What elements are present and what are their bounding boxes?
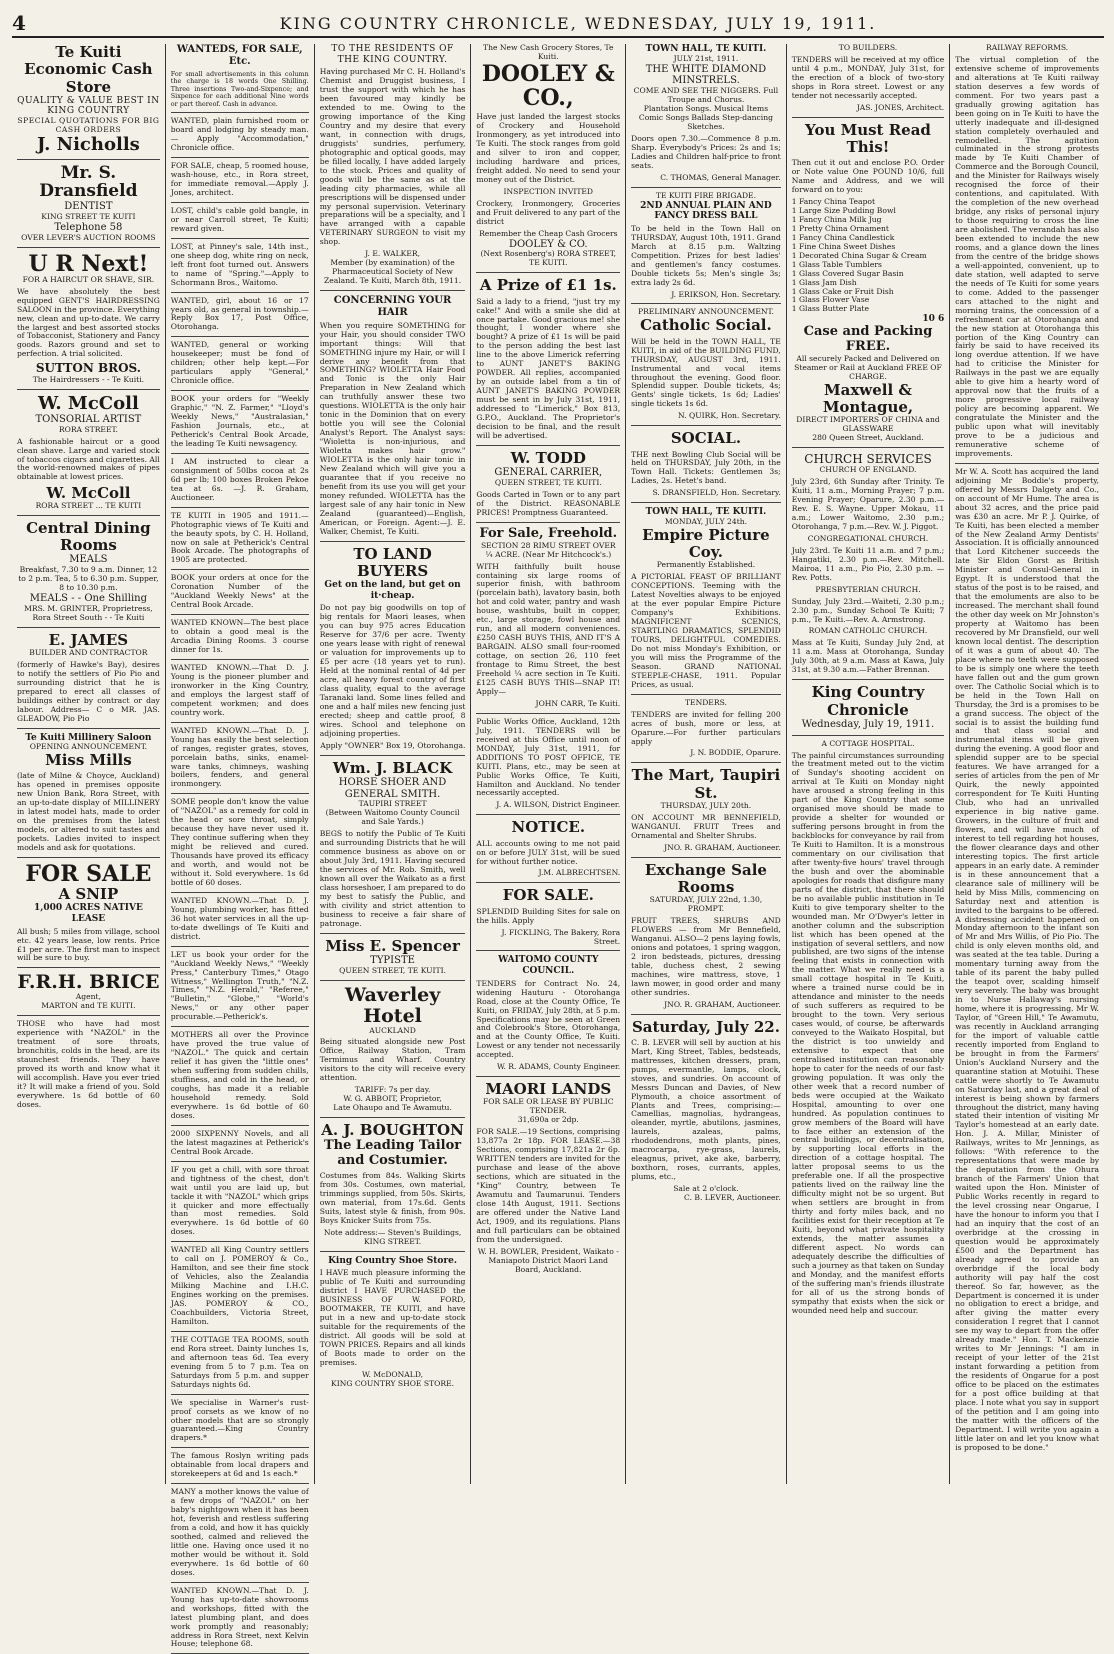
shoe-body: I HAVE much pleasure informing the public of Te Kuiti and surrounding district I HAVE PURCHASED the BUSINESS OF W. FORD, BOOTMAKER, TE KUITI, and have put in a new and up-to-date stock suitable for the requirements of the district. All goods will be sold at TOWN PRICES. Repairs and all kinds of Boots made to order on the premises. bbox=[319, 1268, 466, 1367]
freehold-body: WITH faithfully built house containing six large rooms of superior finish, with bathroom (porcelain bath), lavatory basin, both hot and cold water, pantry and wash house, washtubs, built in copper, etc., large storage, fowl house and run, and all modern conveniences. £250 CASH BUYS THIS, AND IT'S A BARGAIN. ALSO small four-roomed cottage, on section 26, 110 feet frontage to Rimu Street, the best Freehold ¼ acre section in Te Kuiti. £125 CASH BUYS THIS—SNAP IT! Apply— bbox=[476, 561, 621, 696]
classified-ad: I AM instructed to clear a consignment of 50lbs cocoa at 2s 6d per lb; 100 boxes Broken Pekoe tea at 6s. —J. R. Graham, Auctioneer. bbox=[170, 456, 309, 502]
black-address-note: (Between Waitomo County Council and Sale Yards.) bbox=[325, 808, 460, 827]
dentist-name: Mr. S. Dransfield bbox=[39, 162, 138, 202]
land-head: TO LAND BUYERS bbox=[353, 544, 432, 580]
brice-role: Agent, bbox=[75, 992, 101, 1002]
church-head: CHURCH SERVICES bbox=[804, 452, 932, 467]
barber-headline: U R Next! bbox=[28, 250, 149, 277]
social-sign: S. DRANSFIELD, Hon. Secretary. bbox=[652, 488, 781, 498]
classified-ad: We specialise in Warner's rust-proof corsets as we know of no other models that are so strongly guaranteed.—King Country drapers.* bbox=[170, 1397, 309, 1443]
maxwell-address: 280 Queen Street, Auckland. bbox=[812, 433, 924, 443]
hair-body: When you require SOMETHING for your Hair, you should consider TWO important things: Will that SOMETHING injure my Hair, or will I derive any benefit from that SOMETHING? WIOLETTA Hair Food and Tonic is the only Hair Preparation in New Zealand which can truthfully answer these two questions. WIOLETTA is the only hair tonic in the Dominion that on every bottle you will see the Colonial Analyst's Report. The Analyst says: "Wioletta is non-injurious, and Wioletta makes hair grow." WIOLETTA is the only hair tonic in New Zealand which will give you a guarantee that if you receive no benefit from its use you will get your money refunded. WIOLETTA has the largest sale of any hair tonic in New Zealand (guaranteed)—English, American, or Foreign. Agent:—J. E. Walker, Chemist, Te Kuiti. bbox=[319, 320, 466, 536]
classified-ad: IF you get a chill, with sore throat and tightness of the chest, don't wait until you are laid up, but tackle it with "NAZOL" which grips it quicker and more effectually than most remedies. Sold everywhere. 1s 6d bottle of 60 doses. bbox=[170, 1164, 309, 1237]
boughton-body: Costumes from 84s. Walking Skirts from 30s. Costumes, own material, trimmings supplied, from 50s. Skirts, own material, from 17s.6d. Gents Suits, latest style & finish, from 90s. Boys Knicker Suits from 75s. bbox=[319, 1171, 466, 1225]
catholic-body: Will be held in the TOWN HALL, TE KUITI, in aid of the BUILDING FUND, THURSDAY, AUGUST 3rd, 1911. Instrumental and vocal items throughout the evening. Good floor. Splendid supper. Double tickets, 4s; Gents' single tickets, 1s 6d; Ladies' single tickets 1s 6d. bbox=[631, 336, 781, 409]
dentist-note: OVER LEVER'S AUCTION ROOMS bbox=[21, 232, 156, 242]
dining-times: Breakfast, 7.30 to 9 a.m. Dinner, 12 to 2 p.m. Tea, 5 to 6.30 p.m. Supper, 8 to 10.30 p.m. bbox=[18, 565, 159, 593]
saturday-head: Saturday, July 22. bbox=[631, 1017, 780, 1036]
dooley-name: DOOLEY & CO., bbox=[481, 60, 615, 112]
picture-venue: TOWN HALL, TE KUITI. bbox=[645, 507, 767, 518]
ball-sign: J. ERIKSON, Hon. Secretary. bbox=[671, 289, 781, 299]
column-1 bbox=[12, 44, 166, 1484]
column-4 bbox=[471, 44, 626, 1484]
county-body: TENDERS for Contract No. 24, widening Hauturu - Otorohanga Road, close at the County Office, Te Kuiti, on FRIDAY, July 28th, at 5 p.m. Specifications may be seen at Green and Colebrook's Store, Otorohanga, and at the County Office, Te Kuiti. Lowest or any tender not necessarily accepted. bbox=[476, 978, 621, 1060]
mart-body: ON ACCOUNT MR BENNEFIELD, WANGANUI. FRUIT Trees and Ornamental and Shelter Shrubs. bbox=[631, 812, 781, 840]
mccoll-name: W. McColl bbox=[37, 393, 139, 415]
church-pres: PRESBYTERIAN CHURCH. bbox=[815, 584, 921, 594]
exchange-sign: JNO. R. GRAHAM, Auctioneer. bbox=[664, 999, 781, 1009]
brice-address: MARTON and TE KUITI. bbox=[41, 1001, 136, 1011]
paper-date: Wednesday, July 19, 1911. bbox=[801, 718, 935, 730]
hospital-body: The painful circumstances surrounding the treatment meted out to the victim of Sunday's shooting accident on arrival at Te Kuiti on Monday night have aroused a strong feeling in this part of the King Country that some organised move should be made to provide a shelter for wounded or suffering persons brought in from the backblocks for conveyance by rail from Te Kuiti to Hamilton. It is a monstrous commentary on our civilisation that after twenty-five hours' travel through the bush and over the abominable apologies for roads that disfigure many parts of the district, that there should be no available public institution in Te Kuiti to give temporary shelter to the wounded man. Mr O'Dwyer's letter in another column and the subscription list which has been opened at the instigation of several settlers, and now published, are two signs of the intense feeling that exists in connection with the matter. What we really need is a small cottage hospital in Te Kuiti, where a trained nurse could be in attendance and minister to the needs of such sufferers as required to be brought to the town. Very serious cases would, of course, be afterwards conveyed to the Waikato Hospital, but the district is too unwieldy and extensive to expect that one centralised institution can reasonably hope to cater for the needs of our fast-growing population. It was only the other week that a record number of beds were occupied at the Waikato Hospital, amounting to over one hundred. As population continues to grow members of the Board will have to face either an extension of the central buildings, or decentralisation, by supporting local efforts in the direction of a cottage hospital. The latter proposal seems to us the preferable one. If all the prospective patients lived on the railway line the difficulty might not be so urgent. But when settlers are brought in from thirty and forty miles back, and no facilities exist for their reception at Te Kuiti, beyond what private hospitality extends, the matter assumes a different aspect. No words can adequately describe the difficulties of such a journey as that taken on Sunday and Monday, and the manifest efforts of the suffering man's friends illustrate for all of us the strong bonds of sympathy that exists when the sick or wounded need help and succour. bbox=[791, 750, 945, 1315]
read-free: Case and Packing FREE. bbox=[803, 323, 933, 354]
barber-subhead: FOR A HAIRCUT OR SHAVE, SIR. bbox=[22, 274, 155, 284]
walker-sign: J. E. WALKER, bbox=[365, 249, 421, 259]
church-rc: ROMAN CATHOLIC CHURCH. bbox=[808, 626, 928, 636]
wanteds-list bbox=[171, 117, 309, 1654]
spencer-address: QUEEN STREET, TE KUITI. bbox=[339, 965, 447, 975]
store-tagline: QUALITY & VALUE BEST IN KING COUNTRY bbox=[17, 95, 160, 117]
barber-body: We have absolutely the best equipped GENT'S HAIRDRESSING SALOON in the province. Everything new, clean and up-to-date. We carry the largest and best assorted stocks of Tobacconist, Stationery and Fancy goods. Razors ground and set to perfection. A trial solicited. bbox=[17, 286, 160, 359]
todd-role: GENERAL CARRIER, bbox=[494, 467, 603, 479]
millinery-name: Miss Mills bbox=[45, 751, 132, 770]
builders-sign: JAS. JONES, Architect. bbox=[856, 102, 945, 112]
forsale-head: FOR SALE. bbox=[502, 886, 594, 905]
sale-lease: 1,000 ACRES NATIVE LEASE bbox=[33, 903, 143, 924]
maori-body: FOR SALE.—19 Sections, comprising 13,877a 2r 18p. FOR LEASE.—38 Sections, comprising 17,821a 2r 6p. WRITTEN tenders are invited for the purchase and lease of the above sections, which are situated in the "King" Country, between Te Awamutu and Taumarunui. Tenders close 14th August, 1911. Sections are offered under the Native Land Act, 1909, and its regulations. Plans and full particulars can be obtained from the undersigned. bbox=[476, 1127, 621, 1244]
store-name: Te Kuiti Economic Cash Store bbox=[24, 43, 153, 96]
land-apply: Apply "OWNER" Box 19, Otorohanga. bbox=[320, 740, 466, 750]
maxwell-role: DIRECT IMPORTERS OF CHINA and GLASSWARE bbox=[796, 415, 940, 434]
shoe-sign: W. McDONALD, bbox=[362, 1369, 424, 1379]
prize-body: Said a lady to a friend, "just try my cake!" And with a smile she did at once partake. Good gracious me! she thought, I wonder where she bought? A prize of £1 1s will be paid to the person adding the best last line to the above Limerick referring to AUNT JANET'S BAKING POWDER. All replies, accompanied by an outside label from a tin of AUNT JANET'S BAKING POWDER must be sent in by July 31st, 1911, addressed to "Limerick," Box 813, G.P.O., Auckland. The Proprietor's decision to be final, and the result will be advertised. bbox=[476, 296, 621, 440]
catholic-pre: PRELIMINARY ANNOUNCEMENT. bbox=[637, 307, 774, 317]
maori-acres: 31,690a or 2dp. bbox=[517, 1115, 579, 1125]
newspaper-title: KING COUNTRY CHRONICLE, WEDNESDAY, JULY 19, 1911. bbox=[279, 13, 877, 33]
list-item: 1 Glass Covered Sugar Basin bbox=[791, 268, 904, 278]
millinery-sub: OPENING ANNOUNCEMENT. bbox=[29, 742, 148, 752]
maori-sign: W. H. BOWLER, President, Waikato - Maniapoto District Maori Land Board, Auckland. bbox=[477, 1246, 619, 1274]
catholic-sign: N. QUIRK, Hon. Secretary. bbox=[678, 411, 781, 421]
builders-body: TENDERS will be received at my office until 4 p.m., MONDAY, July 31st, for the erection of a block of two-story shops in Rora street. Lowest or any tender not necessarily accepted. bbox=[791, 54, 945, 100]
james-body: (formerly of Hawke's Bay), desires to notify the settlers of Pio Pio and surrounding district that he is prepared to erect all classes of buildings either by contract or day labour. Address— C o MR. JAS. GLEADOW, Pio Pio bbox=[17, 659, 160, 723]
picture-body: A PICTORIAL FEAST OF BRILLIANT CONCEPTIONS. Teeming with the Latest Novelties always to be enjoyed at the ever popular Empire Picture Company's Exhibitions. MAGNIFICENT SCENICS, STARTLING DRAMATICS, SPLENDID TOURS, DELIGHTFUL COMEDIES. Do not miss Monday's Exhibition, or you will miss the Programme of the Season. GRAND NATIONAL STEEPLE-CHASE, 1911. Popular Prices, as usual. bbox=[631, 572, 781, 689]
brigade-head: TE KUITI FIRE BRIGADE. bbox=[655, 190, 757, 200]
classified-ad: WANTED KNOWN.—That D. J. Young has up-to-date showrooms and workshops, fitted with the latest plumbing plant, and does work promptly and reasonably; address in Rora Street, next Kelvin House; telephone 68. bbox=[170, 1585, 309, 1649]
notice-body: ALL accounts owing to me not paid on or before JULY 31st, will be sued for without further notice. bbox=[476, 838, 621, 866]
saturday-body: C. B. LEVER will sell by auction at his Mart, King Street, Tables, bedsteads, mattresses, kitchen dressers, pram, pumps, evermantle, lamps, clock, stoves, and sundries. On account of Messrs Duncan and Davies, of New Plymouth, a choice assortment of Plants and Trees, comprising:— Camellias, magnolias, hydrangeas, oleander, myrtle, abutilons, jasmines, laurels, azaleas, palms, rhododendrons, moth plants, pines, macrocarpa, rye-grass, laurels, eleagnus, privet, ake ake, barberry, boxthorn, roses, currants, apples, plums, etc., bbox=[631, 1037, 781, 1182]
classified-ad: The famous Roslyn writing pads obtainable from local drapers and storekeepers at 6d and 1s each.* bbox=[170, 1451, 309, 1479]
james-name: E. JAMES bbox=[48, 630, 129, 649]
classified-ad: LOST, at Pinney's sale, 14th inst., one sheep dog, white ring on neck, left front foot turned out. Answers to name of "Spring."—Apply to Schormann Bros., Waitomo. bbox=[170, 241, 309, 287]
black-name: Wm. J. BLACK bbox=[332, 758, 453, 777]
land-body: Do not pay big goodwills on top of big rentals for Maori leases, when you can buy 975 acres Education Reserve for 37/6 per acre. Twenty one years lease with right of renewal or valuation for improvements up to £5 per acre (18 years yet to run). Held at the nominal rental of 4d per acre, all heavy forest country of first class quality, equal to the average Taranaki land. Some lines felled and one and a half miles new fencing just erected; sheep and cattle proof, 8 wires. School and telephone on adjoining properties. bbox=[319, 603, 466, 738]
barber-firm-sub: The Hairdressers - - Te Kuiti. bbox=[32, 375, 145, 385]
classified-ad: MANY a mother knows the value of a few drops of "NAZOL" on her baby's nightgown when it has been hot, feverish and restless suffering from a cold, and how it has quickly soothed, calmed and relieved the little one. Having once used it no mother would be without it. Sold everywhere. 1s 6d bottle of 60 doses. bbox=[170, 1487, 309, 1577]
millinery-body: (late of Milne & Choyce, Auckland) has opened in premises opposite new Union Bank, Rora Street, with an up-to-date display of MILLINERY in latest model hats, made to order on the premises from the latest models, or altered to suit tastes and pockets. Ladies invited to inspect models and ask for quotations. bbox=[17, 771, 160, 852]
maori-sub: FOR SALE OR LEASE BY PUBLIC TENDER. bbox=[482, 1097, 614, 1116]
mccoll-body: A fashionable haircut or a good clean shave. Large and varied stock of tobaccos cigars and cigarettes. All the world-renowned makes of pipes obtainable at lowest prices. bbox=[17, 436, 160, 482]
read-body2: All securely Packed and Delivered on Steamer or Rail at Auckland FREE OF CHARGE. bbox=[794, 353, 942, 381]
classified-ad: 2000 SIXPENNY Novels, and all the latest magazines at Petherick's Central Book Arcade. bbox=[170, 1128, 309, 1156]
hotel-proprietor: W. G. ABBOIT, Proprietor, bbox=[343, 1094, 442, 1104]
dentist-phone: Telephone 58 bbox=[54, 221, 123, 233]
read-head: You Must Read This! bbox=[805, 120, 931, 156]
social-head: SOCIAL. bbox=[670, 429, 742, 448]
black-body: BEGS to notify the Public of Te Kuiti and surrounding Districts that he will commence business as above on or about July 3rd, 1911. Having secured the services of Mr. Rob. Smith, well known all over the Waikato as a first class horseshoer, I am prepared to do my best to satisfy the Public, and with civility and strict attention to business to receive a fair share of patronage. bbox=[319, 829, 466, 928]
todd-body: Goods Carted in Town or to any part of the District. REASONABLE PRICES! Promptness Guaranteed. bbox=[476, 489, 621, 517]
mccoll-sign: W. McColl bbox=[46, 484, 131, 503]
ball-body: To be held in the Town Hall on THURSDAY, August 10th, 1911. Grand March at 8.15 p.m. Waltzing Competition. Prizes for best ladies' and gentlemen's fancy costumes. Double tickets 5s; Men's single 3s; extra lady 2s 6d. bbox=[631, 223, 781, 287]
diamond-date: JULY 21st, 1911. bbox=[673, 53, 739, 63]
works-sign: J. A. WILSON, District Engineer. bbox=[496, 800, 621, 810]
list-item: 1 Fine China Sweet Dishes bbox=[791, 241, 896, 251]
barber-firm: SUTTON BROS. bbox=[35, 361, 141, 376]
exchange-date: SATURDAY, JULY 22nd, 1.30, PROMPT. bbox=[649, 895, 763, 914]
dining-proprietor: MRS. M. GRINTER, Proprietress, Rora Street South - - Te Kuiti bbox=[24, 603, 153, 622]
dooley-body: Have just landed the largest stocks of Crockery and Household Ironmongery, as yet introduced into Te Kuiti. The stock ranges from gold and silver to iron and copper, including hardware and prices, freight added. No need to send your money out of the District. bbox=[476, 112, 621, 184]
forsale-sign: J. FICKLING, The Bakery, Rora Street. bbox=[501, 927, 621, 946]
hotel-tariff: TARIFF: 7s per day. bbox=[354, 1085, 431, 1095]
classified-ad: BOOK your orders for "Weekly Graphic," "N. Z. Farmer," "Lloyd's Weekly News," "Australasian," Fashion Journals, etc., at Petherick's Central Book Arcade, the leading Te Kuiti newsagency. bbox=[170, 394, 309, 448]
classified-ad: WANTED KNOWN.—That D. J. Young, plumbing worker, has fitted 36 hot water services in all the up-to-date dwellings of Te Kuiti and district. bbox=[170, 895, 309, 941]
classified-ad: LET us book your order for the "Auckland Weekly News," "Weekly Press," Canterbury Times," Otago Witness," Wellington Truth," "N.Z. Times," "N.Z. Herald," "Referee," "Bulletin," "Globe," "World's News," or any other paper procurable.—Petherick's. bbox=[170, 949, 309, 1022]
sale-snip: A SNIP bbox=[58, 885, 119, 904]
list-item: 1 Glass Jam Dish bbox=[791, 277, 857, 287]
boughton-role: The Leading Tailor and Costumier. bbox=[324, 1138, 462, 1169]
diamond-program: Plantation Songs. Musical Items Comic Songs Ballads Step-dancing Sketches. bbox=[638, 104, 773, 131]
hotel-name: Waverley Hotel bbox=[344, 983, 441, 1027]
diamond-sub: COME AND SEE THE NIGGERS. Full Troupe and Chorus. bbox=[633, 86, 779, 105]
shoe-sign-store: KING COUNTRY SHOE STORE. bbox=[331, 1378, 455, 1388]
list-item: 1 Glass Flower Vase bbox=[791, 295, 870, 305]
list-item: 1 Fancy China Teapot bbox=[791, 196, 876, 206]
list-item: 1 Pretty China Ornament bbox=[791, 223, 889, 233]
dooley-inspect: INSPECTION INVITED bbox=[503, 186, 594, 196]
social-body: THE next Bowling Club Social will be held on THURSDAY, July 20th, in the Town Hall. Tickets: Gentlemen 3s; Ladies, 2s. Hetet's band. bbox=[631, 449, 781, 486]
dentist-role: DENTIST bbox=[64, 201, 113, 213]
county-head: WAITOMO COUNTY COUNCIL. bbox=[498, 955, 599, 977]
classified-ad: THE COTTAGE TEA ROOMS, south end Rora street. Dainty lunches 1s, and afternoon teas 6d. Tea every evening from 5 to 7 p.m. Tea on Saturdays from 5 p.m. and supper Saturdays nights 6d. bbox=[170, 1334, 309, 1389]
list-item: 1 Fancy China Candlestick bbox=[791, 232, 895, 242]
spencer-role: TYPISTE bbox=[370, 954, 415, 966]
list-item: 1 Decorated China Sugar & Cream bbox=[791, 250, 927, 260]
mccoll-role: TONSORIAL ARTIST bbox=[35, 413, 142, 425]
mart-head: The Mart, Taupiri St. bbox=[631, 766, 781, 802]
freehold-sub: SECTION 28 RIMU STREET OVER ¼ ACRE. (Near Mr Hitchcock's.) bbox=[480, 540, 616, 559]
dooley-body2: Crockery, Ironmongery, Groceries and Fruit delivered to any part of the district bbox=[476, 198, 621, 226]
exchange-head: Exchange Sale Rooms bbox=[644, 860, 767, 896]
dining-price: MEALS - - One Shilling bbox=[29, 592, 147, 604]
classified-ad: BOOK your orders at once for the Coronation Number of the "Auckland Weekly News" at the Central Book Arcade. bbox=[170, 573, 309, 610]
boughton-note: Note address:— Steven's Buildings, KING STREET. bbox=[323, 1227, 462, 1246]
list-item: 1 Glass Butter Plate bbox=[791, 304, 869, 314]
classified-ad: WANTED KNOWN—The best place to obtain a good meal is the Arcadia Dining Rooms. 3 course dinner for 1s. bbox=[170, 618, 309, 655]
works-body: Public Works Office, Auckland, 12th July, 1911. TENDERS will be received at this Office until noon of MONDAY, July 31st, 1911, for ADDITIONS TO POST OFFICE, TE KUITI. Plans, etc., may be seen at Public Works Office, Te Kuiti, Hamilton and Auckland. No tender necessarily accepted. bbox=[476, 716, 621, 798]
prize-head: A Prize of £1 1s. bbox=[479, 276, 617, 295]
read-price: 10 6 bbox=[922, 314, 945, 325]
freehold-head: For Sale, Freehold. bbox=[479, 525, 618, 541]
church-pres-body: Sunday, July 23rd.—Waitetí, 2.30 p.m.; 2.30 p.m., Sunday School Te Kuiti; 7 p.m., Te Kuiti.—Rev. A. Armstrong. bbox=[791, 596, 945, 624]
list-item: 1 Glass Cake or Fruit Dish bbox=[791, 286, 894, 296]
millinery-head: Te Kuiti Millinery Saloon bbox=[25, 732, 152, 743]
catholic-head: Catholic Social. bbox=[640, 316, 772, 335]
column-6 bbox=[787, 44, 951, 1484]
classified-ad: WANTED all King Country settlers to call on J. POMEROY & Co., Hamilton, and see their fine stock of Vehicles, also the Zealandia Milking Machine and I.H.C. Engines working on the premises. JAS. POMEROY & CO., Coachbuilders, Victoria Street, Hamilton. bbox=[170, 1245, 309, 1326]
rail-head: RAILWAY REFORMS. bbox=[986, 43, 1069, 52]
maori-head: MAORI LANDS bbox=[485, 1080, 612, 1099]
freehold-sign: JOHN CARR, Te Kuiti. bbox=[535, 698, 621, 708]
james-role: BUILDER AND CONTRACTOR bbox=[29, 647, 148, 657]
store-owner: J. Nicholls bbox=[36, 133, 140, 155]
picture-name: Empire Picture Coy. bbox=[642, 525, 770, 562]
rail-body: The virtual completion of the extensive scheme of improvements and alterations at Te Kuiti railway station deserves a few words of comment. For two years past a gradually growing agitation has been going on in Te Kuiti to have the utterly inadequate and ill-designed station completely overhauled and remodelled. The agitation culminated in the strong protests made by Te Kuiti Chamber of Commerce and the Borough Council, and the Minister for Railways wisely recognised the force of their contentions, and capitulated. With the completion of the new overhead bridge, any risks of personal injury to those requiring to cross the line are abolished. The verandah has also been extended to include the new rooms, and a glance down the lines from the centre of the bridge shows a well-appointed, convenient, up to date station, well adapted to serve the needs of Te Kuiti for some years to come. Added to the passenger cars attached to the night and morning trains, the concession of a refreshment car at Otorohanga and the new station at Otorohanga this portion of the King Country can fairly be said to have received its long overdue attention. If we have had to criticise the Minister for Railways in the past we are equally able to give him a hearty word of approval now that the fruits of a more progressive local railway policy are becoming apparent. We congratulate the Minister and the public upon what will inevitably prove to be a judicious and remunerative scheme of improvements. bbox=[955, 54, 1099, 458]
classified-ad: TE KUITI in 1905 and 1911.—Photographic views of Te Kuiti and the beauty spots, by C. H. Holland, now on sale at Petherick's Central Book Arcade. The photographs of 1905 are protected. bbox=[170, 510, 309, 565]
read-items-list bbox=[792, 198, 945, 314]
wanteds-head: WANTEDS, FOR SALE, Etc. bbox=[176, 44, 303, 67]
boughton-name: A. J. BOUGHTON bbox=[321, 1121, 464, 1140]
wanteds-note: For small advertisements in this column the charge is 18 words One Shilling. Three insertions Two-and-Sixpence; and Sixpence for each additional Nine words or part thereof. Cash in advance. bbox=[170, 69, 309, 108]
column-2 bbox=[166, 44, 315, 1649]
list-item: 1 Fancy China Milk Jug bbox=[791, 214, 882, 224]
notice-head: NOTICE. bbox=[511, 818, 586, 837]
classified-ad: WANTED KNOWN.—That D. J. Young has easily the best selection of ranges, register grates, stoves, porcelain baths, sinks, enamel-ware tanks, chimneys, washing boilers, fenders, and general ironmongery. bbox=[170, 725, 309, 789]
walker-credentials: Member (by examination) of the Pharmaceutical Society of New Zealand. Te Kuiti, March 8th, 1911. bbox=[323, 258, 462, 286]
walker-head: TO THE RESIDENTS OF THE KING COUNTRY. bbox=[331, 44, 454, 65]
saturday-note: Sale at 2 o'clock. bbox=[673, 1184, 739, 1194]
diamond-sign: C. THOMAS, General Manager. bbox=[660, 172, 781, 182]
picture-date: MONDAY, JULY 24th. bbox=[664, 516, 748, 526]
sale-head: FOR SALE bbox=[25, 860, 152, 887]
maxwell-name: Maxwell & Montague, bbox=[822, 380, 914, 416]
dining-name: Central Dining Rooms bbox=[26, 518, 151, 555]
news-body: Mr W. A. Scott has acquired the land adjoining Mr Boddie's property, offered by Messrs Dalgety and Co., on account of Mr Hume. The area is about 32 acres, and the price paid was £30 an acre. Mr P. J. Quirke, of Te Kuiti, has been elected a member of the New Zealand Army Dentists' Association. It is officially announced that Lord Kitchener succeeds the late Sir Eldon Gorst as British Minister and Consul-General in Egypt. It is understood that the status of the post is to be raised, and that the emoluments are also to be increased. The merchant shall found the other day week on Mr Johnston's property at Waitomo has been recovered by Mr Dransfield, our well known local dentist. The description of it was a gum of about 40. The place where no teeth were supposed to be is simply one where the teeth have fallen out and the gum grown over. The Catholic Social which is to be held in the Town Hall on Thursday, the 3rd is a promises to be a grand success. The object of the social is to assist the building fund and that class social and instrumental items will be given during the evening. A good floor and splendid supper are to be special features. We have arranged for a series of articles from the pen of Mr Quirk, the newly appointed correspondent for Te Kuiti Hunting Club, who had an unrivalled experience in big native game. Growers, in the culture of fruit and flowers, and will have much of interest to tell regarding hot houses, the flower clearance days and other interesting topics. The first article appears in an early date. A reminder is in these announcement that a clearance sale of millinery will be held by Miss Mills, commencing on Saturday next and attention is invited to the bargains to be offered. A distressing accident happened on Monday afternoon to the infant son of Mr and Mrs Willis, of Pio Pio. The child is only eleven months old, and was seated at the tea table. During a momentary turning away from the table of its parent the baby pulled the teapot over, scalding himself very severely. The baby was brought in to Nurse Hallaway's nursing home, where it is progressing. Mr W. Taylor, of "Green Hill," Te Awamutu, was recently in Auckland arranging for the import of valuable cattle recently imported from England to be brought in from the Farmers' Union's Auckland Nursery and the quarantine station at Motuihi. These cattle were shortly to Te Awamutu on Saturday last, and a great deal of interest is being shown by farmers throughout the district, many having stated their intention of visiting Mr Taylor's homestead at an early date. Hon. J. A. Millar, Minister of Railways, writes to Mr Jennings, as follows: "With reference to the representations that were made by the deputation from the Ohura branch of the Farmers' Union that waited upon the Hon. Minister of Public Works recently in regard to the level crossing near Ongarue, I have the honour to inform you that I had an inquiry that the cost of an overbridge at the crossing in question would be approximately £500 and the Department has already agreed to provide an overbridge if the local body authority will pay half the cost thereof. So far, however, as the Department is concerned it is under no obligation to erect a bridge, and after giving the matter every consideration I regret that I cannot see my way to depart from the offer already made." Hon. T. Mackenzie writes to Mr Jennings: "I am in receipt of your letter of the 21st instant forwarding a petition from the residents of Ongarue for a post office to be placed on the estimates for a post office building at that place. I note what you say in support of the petition and I am going into the matter with the officers of the Department. I will write you again a little later on and let you know what is proposed to be done." bbox=[955, 466, 1099, 1452]
page-number: 4 bbox=[12, 11, 26, 35]
store-quotations: SPECIAL QUOTATIONS FOR BIG CASH ORDERS bbox=[17, 115, 160, 134]
church-eng: CHURCH OF ENGLAND. bbox=[819, 465, 917, 475]
paper-name: King Country Chronicle bbox=[811, 683, 925, 719]
tenders-body: TENDERS are invited for felling 200 acres of bush, more or less, at Oparure.—For further particulars apply bbox=[631, 709, 781, 746]
dining-meals: MEALS bbox=[69, 554, 108, 566]
forsale-body: SPLENDID Building Sites for sale on the hills. Apply bbox=[476, 906, 621, 925]
classified-ad: WANTED, general or working housekeeper; must be fond of children; other help kept.—For particulars apply "General," Chronicle office. bbox=[170, 340, 309, 386]
black-address: TAUPIRI STREET bbox=[358, 799, 427, 809]
notice-sign: J.M. ALBRECHTSEN. bbox=[538, 868, 621, 878]
mccoll-sign-address: RORA STREET ... TE KUITI bbox=[35, 500, 142, 510]
hotel-body: Being situated alongside new Post Office, Railway Station, Tram Termimus and Wharf. Country visitors to the city will receive every attention. bbox=[319, 1037, 466, 1083]
church-rc-body: Mass at Te Kuiti, Sunday July 2nd, at 11 a.m. Mass at Otorohanga, Sunday July 30th, at 9 a.m. Mass at Kawa, July 31st, at 9.30 a.m.—Father Brennan. bbox=[791, 638, 945, 675]
church-cong-body: July 23rd. Te Kuiti 11 a.m. and 7 p.m.; Hangatiki, 2.30 p.m.—Rev. Mitchell. Mairoa, 11 a.m., Pio Pio, 2.30 p.m. —Rev. Potts. bbox=[791, 545, 945, 582]
tenders-sign: J. N. BODDIE, Oparure. bbox=[690, 748, 781, 758]
classified-ad: WANTED, girl, about 16 or 17 years old, as general in township.—Reply Box 17, Post Office, Otorohanga. bbox=[170, 295, 309, 332]
diamond-venue: TOWN HALL, TE KUITI. bbox=[645, 44, 767, 54]
todd-name: W. TODD bbox=[510, 448, 586, 467]
saturday-sign: C. B. LEVER, Auctioneer. bbox=[684, 1193, 781, 1203]
hospital-head: A COTTAGE HOSPITAL. bbox=[821, 738, 915, 748]
diamond-name: THE WHITE DIAMOND MINSTRELS. bbox=[645, 63, 767, 87]
dooley-intro: The New Cash Grocery Stores, Te Kuiti. bbox=[483, 43, 614, 61]
mart-sign: JNO. R. GRAHAM, Auctioneer. bbox=[664, 842, 781, 852]
brice-name: F.R.H. BRICE bbox=[17, 971, 160, 994]
tenders-head: TENDERS. bbox=[684, 697, 727, 707]
classified-ad: WANTED, plain furnished room or board and lodging by steady man. — Apply "Accommodation," Chronicle office. bbox=[170, 116, 309, 153]
church-eng-body: July 23rd, 6th Sunday after Trinity. Te Kuiti, 11 a.m., Morning Prayer; 7 p.m. Evening Prayer; Oparure, 2.30 p.m.—Rev. E. S. Wayne. Upper Mokau, 11 a.m.; Lower Waitomo, 2.30 p.m.; Otorohanga, 7 p.m.—Rev. W. J. Piggot. bbox=[791, 477, 945, 531]
column-7 bbox=[950, 44, 1104, 1484]
hotel-city: AUCKLAND bbox=[369, 1025, 416, 1035]
classified-ad: SOME people don't know the value of "NAZOL" as a remedy for cold in the head or sore throat, simply because they have never used it. They continue suffering when they might be relieved and cured. Thousands have proved its efficacy and worth, and would not be without it. Sold everywhere. 1s 6d bottle of 60 doses. bbox=[170, 797, 309, 887]
walker-body: Having purchased Mr C. H. Holland's Chemist and Druggist business, I trust the support with which he has been favoured may kindly be extended to me. Owing to the growing importance of the King Country and my desire that every want, in connection with drugs, druggists' sundries, perfumery, photographic and optical goods, may be filled locally, I have added largely to the stock. Prices and quality of goods will be the same as at the leading city pharmacies, while all prescriptions will be dispensed under my personal supervision. Veterinary preparations will be a specialty, and I have arranged with a capable VETERINARY SURGEON to visit my shop. bbox=[319, 67, 466, 247]
column-3 bbox=[315, 44, 472, 1484]
classified-ad: LOST, child's cable gold bangle, in or near Carroll street, Te Kuiti; reward given. bbox=[170, 205, 309, 233]
masthead bbox=[12, 10, 1104, 38]
exchange-body: FRUIT TREES, SHRUBS AND FLOWERS — from Mr Bennefield, Wanganui. ALSO—2 pens laying fowls, onions and potatoes, 1 spring waggon, 2 iron bedsteads, pictures, dressing table, duchess chest, 2 sewing machines, wire mattress, stove, 1 lawn mower, in good order and many other sundries. bbox=[631, 916, 781, 997]
dooley-sign-address: (Next Rosenberg's) RORA STREET, TE KUITI. bbox=[480, 249, 617, 268]
black-role: HORSE SHOER AND GENERAL SMITH. bbox=[338, 776, 447, 800]
dooley-remember: Remember the Cheap Cash Grocers bbox=[479, 228, 618, 238]
hotel-proprietor-note: Late Ohaupo and Te Awamutu. bbox=[333, 1103, 452, 1113]
dooley-sign: DOOLEY & CO. bbox=[508, 238, 588, 250]
todd-address: QUEEN STREET, TE KUITI. bbox=[494, 477, 602, 487]
hair-head: CONCERNING YOUR HAIR bbox=[333, 295, 452, 318]
column-5 bbox=[626, 44, 787, 1484]
list-item: 1 Glass Table Tumblers bbox=[791, 259, 882, 269]
builders-head: TO BUILDERS. bbox=[838, 43, 898, 52]
church-cong: CONGREGATIONAL CHURCH. bbox=[807, 533, 929, 543]
nazol-ad: THOSE who have had most experience with "NAZOL" in the treatment of sore throats, bronchitis, colds in the head, are its staunchest friends. They have proved its worth and know what it will accomplish. Have you ever tried it? It will make a friend of you. Sold everywhere. 1s 6d bottle of 60 doses. bbox=[17, 1019, 160, 1109]
read-body: Then cut it out and enclose P.O. Order or Note value One POUND 10/6, full Name and Address, and we will forward on to you: bbox=[791, 158, 945, 195]
picture-sub: Permanently Established. bbox=[656, 560, 756, 570]
mccoll-address: RORA STREET. bbox=[58, 424, 118, 434]
shoe-head: King Country Shoe Store. bbox=[328, 1255, 457, 1266]
list-item: 1 Large Size Pudding Bowl bbox=[791, 205, 896, 215]
land-sub: Get on the land, but get on it·cheap. bbox=[324, 580, 461, 601]
spencer-name: Miss E. Spencer bbox=[325, 936, 460, 955]
classified-ad: WANTED KNOWN.—That D. J. Young is the pioneer plumber and ironworker in the King Country, and employs the largest staff of competent workmen; and does country work. bbox=[170, 662, 309, 717]
classified-ad: MOTHERS all over the Province have proved the true value of "NAZOL." The quick and certain relief it has given the "little ones" when suffering from sudden chills, stuffiness, and cold in the head, or coughs, has made it a reliable household remedy. Sold everywhere. 1s 6d bottle of 60 doses. bbox=[170, 1030, 309, 1120]
diamond-body: Doors open 7.30.—Commence 8 p.m. Sharp. Everybody's Prices: 2s and 1s; Ladies and Children half-price to front seats. bbox=[631, 133, 781, 170]
dentist-address: KING STREET TE KUITI bbox=[41, 211, 136, 221]
ball-head: 2ND ANNUAL PLAIN AND FANCY DRESS BALL bbox=[640, 200, 772, 222]
sale-body: All bush; 5 miles from village, school etc. 42 years lease, low rents. Price £1 per acre. The first man to inspect will be sure to buy. bbox=[17, 926, 160, 963]
mart-date: THURSDAY, JULY 20th. bbox=[660, 800, 752, 810]
classified-ad: FOR SALE, cheap, 5 roomed house, wash-house, etc., in Rora street, for immediate removal.—Apply J. Jones, architect. bbox=[170, 161, 309, 197]
county-sign: W. R. ADAMS, County Engineer. bbox=[496, 1062, 621, 1072]
